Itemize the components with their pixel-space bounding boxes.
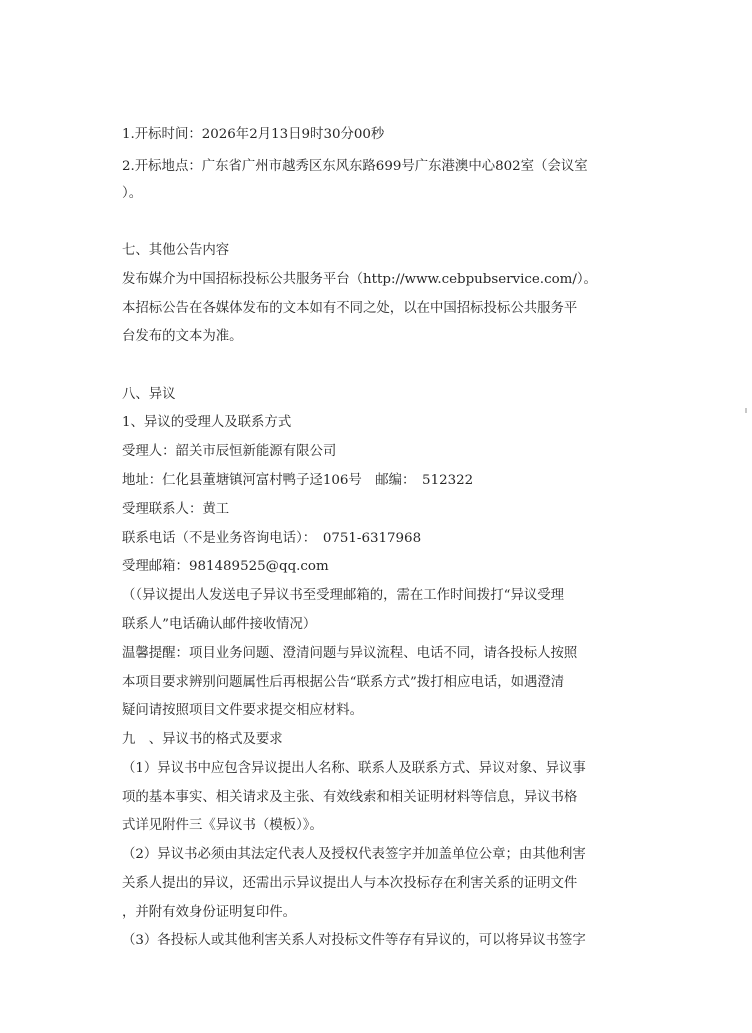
contact-person: 受理联系人：黄工 [122, 502, 230, 517]
tip-1: 温馨提醒：项目业务问题、澄清问题与异议流程、电话不同，请各投标人按照 [122, 646, 578, 661]
opening-place: 2.开标地点：广东省广州市越秀区东风东路699号广东港澳中心802室（会议室 [122, 159, 588, 174]
item2-2: 关系人提出的异议，还需出示异议提出人与本次投标存在利害关系的证明文件 [122, 876, 578, 891]
item3-1: （3）各投标人或其他利害关系人对投标文件等存有异议的，可以将异议书签字 [122, 933, 586, 948]
item1-1: （1）异议书中应包含异议提出人名称、联系人及联系方式、异议对象、异议事 [122, 761, 586, 776]
section7-text-2: 台发布的文本为准。 [122, 329, 243, 344]
contact-phone: 联系电话（不是业务咨询电话）： 0751-6317968 [122, 531, 422, 546]
opening-place-cont: ）。 [122, 186, 143, 201]
tip-3: 疑问请按照项目文件要求提交相应材料。 [122, 703, 364, 718]
scan-margin-mark [745, 408, 747, 413]
section7-text-1: 本招标公告在各媒体发布的文本如有不同之处，以在中国招标投标公共服务平 [122, 301, 578, 316]
item2-3: ，并附有效身份证明复印件。 [122, 905, 297, 920]
item2-1: （2）异议书必须由其法定代表人及授权代表签字并加盖单位公章；由其他利害 [122, 847, 586, 862]
contact-email: 受理邮箱：981489525@qq.com [122, 559, 329, 574]
opening-time: 1.开标时间：2026年2月13日9时30分00秒 [122, 127, 385, 142]
note-1: （（异议提出人发送电子异议书至受理邮箱的，需在工作时间拨打“异议受理 [122, 588, 565, 603]
item1-2: 项的基本事实、相关请求及主张、有效线索和相关证明材料等信息，异议书格 [122, 790, 578, 805]
section7-heading: 七、其他公告内容 [122, 243, 230, 258]
tip-2: 本项目要求辨别问题属性后再根据公告“联系方式”拨打相应电话，如遇澄清 [122, 675, 565, 690]
section7-media: 发布媒介为中国招标投标公共服务平台（http://www.cebpubservice.com/）。 [122, 272, 597, 287]
section9-heading: 九 、异议书的格式及要求 [122, 732, 283, 747]
section8-sub1: 1、异议的受理人及联系方式 [122, 415, 292, 430]
item1-3: 式详见附件三《异议书（模板）》。 [122, 818, 323, 833]
section8-heading: 八、异议 [122, 387, 176, 402]
acceptor: 受理人：韶关市辰恒新能源有限公司 [122, 444, 337, 459]
note-2: 联系人”电话确认邮件接收情况） [122, 617, 317, 632]
address: 地址：仁化县董塘镇河富村鸭子迳106号 邮编： 512322 [122, 473, 474, 488]
